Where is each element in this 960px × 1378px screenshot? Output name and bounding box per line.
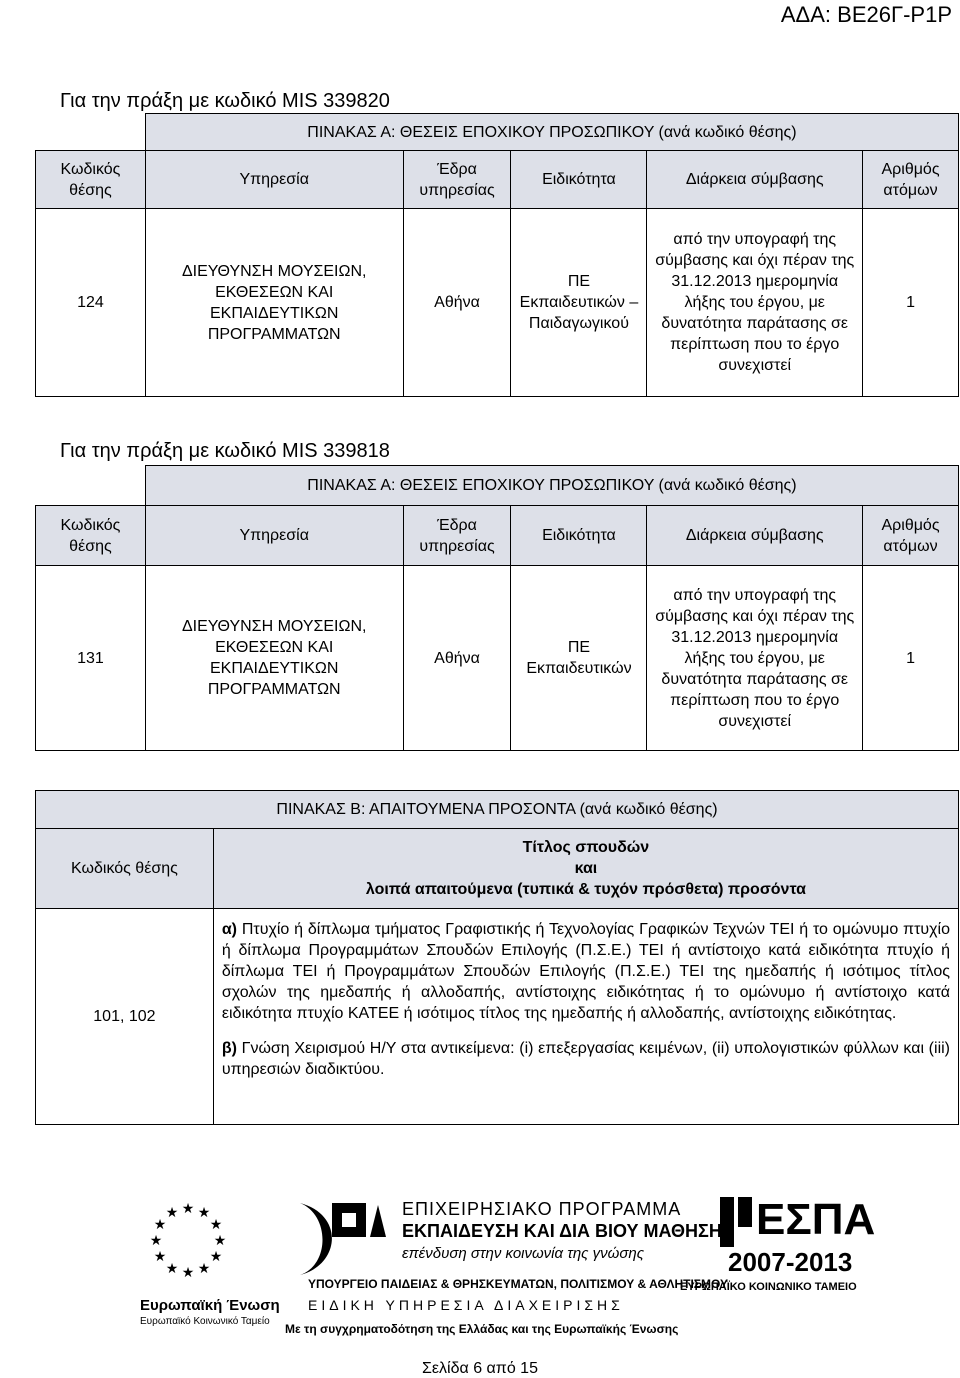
svg-text:★: ★ [153,1248,167,1264]
table-caption: ΠΙΝΑΚΑΣ Β: ΑΠΑΙΤΟΥΜΕΝΑ ΠΡΟΣΟΝΤΑ (ανά κωδικό θέσης) [36,791,959,829]
col-header-duration: Διάρκεια σύμβασης [647,506,863,566]
specialty: ΠΕ Εκπαιδευτικών [511,566,647,751]
program-title-line1: ΕΠΙΧΕΙΡΗΣΙΑΚΟ ΠΡΟΓΡΑΜΜΑ [402,1199,682,1219]
col-header-count: Αριθμός ατόμων [863,506,959,566]
col-header-service: Υπηρεσία [145,151,403,209]
qualification-b [222,1038,950,1080]
table-row [36,209,959,397]
section1-heading: Για την πράξη με κωδικό MIS 339820 [60,90,390,112]
col-header-count: Αριθμός ατόμων [863,151,959,209]
person-count: 1 [863,209,959,397]
program-logo-icon [300,1203,386,1275]
col-header-code: Κωδικός θέσης [36,506,146,566]
espa-logo-icon [720,1197,752,1247]
svg-text:★: ★ [209,1216,223,1232]
section2-heading: Για την πράξη με κωδικό MIS 339818 [60,440,390,462]
col-header-code: Κωδικός θέσης [36,829,214,909]
qualifications-text [213,909,958,1125]
svg-text:★: ★ [181,1200,195,1216]
contract-duration: από την υπογραφή της σύμβασης και όχι πέραν της 31.12.2013 ημερομηνία λήξης του έργου, με δυνατότητα παράτασης σε περίπτωση που το έργο συνεχιστεί [647,209,863,397]
col-header-service: Υπηρεσία [145,506,403,566]
document-ada-reference: ΑΔΑ: ΒΕ26Γ-Ρ1Ρ [780,2,952,27]
position-code: 131 [36,566,146,751]
service: ΔΙΕΥΘΥΝΣΗ ΜΟΥΣΕΙΩΝ, ΕΚΘΕΣΕΩΝ ΚΑΙ ΕΚΠΑΙΔΕΥΤΙΚΩΝ ΠΡΟΓΡΑΜΜΑΤΩΝ [145,566,403,751]
qualifications-header-line3: λοιπά απαιτούμενα (τυπικά & τυχόν πρόσθετα) προσόντα [365,881,806,898]
col-header-code: Κωδικός θέσης [36,151,146,209]
col-header-specialty: Ειδικότητα [511,151,647,209]
person-count: 1 [863,566,959,751]
espa-years: 2007-2013 [728,1247,853,1277]
table-caption: ΠΙΝΑΚΑΣ Α: ΘΕΣΕΙΣ ΕΠΟΧΙΚΟΥ ΠΡΟΣΩΠΙΚΟΥ (ανά κωδικό θέσης) [145,114,958,151]
col-header-seat: Έδρα υπηρεσίας [403,506,511,566]
service-seat: Αθήνα [403,209,511,397]
page-number: Σελίδα 6 από 15 [422,1360,538,1377]
svg-text:★: ★ [165,1260,179,1276]
col-header-specialty: Ειδικότητα [511,506,647,566]
svg-text:★: ★ [197,1260,211,1276]
qualification-a-text: Πτυχίο ή δίπλωμα τμήματος Γραφιστικής ή Τεχνολογίας Γραφικών Τεχνών ΤΕΙ ή το ομώνυμο πτυχίο ή δίπλωμα Προγραμμάτων Σπουδών Επιλογής (Π.Σ.Ε.) ΤΕΙ ή αντίστοιχο κατά ειδικότητα πτυχίο ή δίπλωμα ΤΕΙ ή Προγραμμάτων Σπουδών Επιλογής (Π.Σ.Ε.) ΤΕΙ της ημεδαπής ή ισότιμος τίτλος σχολών της ημεδαπής ή αλλοδαπής, αντίστοιχης ειδικότητας ή το ομώνυμο ή αντίστοιχο κατά ειδικότητα πτυχίο ΚΑΤΕΕ ή ισότιμος τίτλος της ημεδαπής ή αλλοδαπής, αντίστοιχης ειδικότητας. [221,921,950,1022]
service: ΔΙΕΥΘΥΝΣΗ ΜΟΥΣΕΙΩΝ, ΕΚΘΕΣΕΩΝ ΚΑΙ ΕΚΠΑΙΔΕΥΤΙΚΩΝ ΠΡΟΓΡΑΜΜΑΤΩΝ [145,209,403,397]
ministry-name: ΥΠΟΥΡΓΕΙΟ ΠΑΙΔΕΙΑΣ & ΘΡΗΣΚΕΥΜΑΤΩΝ, ΠΟΛΙΤΙΣΜΟΥ & ΑΘΛΗΤΙΣΜΟΥ [308,1277,728,1291]
svg-text:★: ★ [165,1204,179,1220]
eu-flag-icon [150,1200,227,1280]
table-caption: ΠΙΝΑΚΑΣ Α: ΘΕΣΕΙΣ ΕΠΟΧΙΚΟΥ ΠΡΟΣΩΠΙΚΟΥ (ανά κωδικό θέσης) [145,466,958,506]
table-row [36,566,959,751]
table-b-qualifications [35,790,959,1125]
qualifications-header-line1: Τίτλος σπουδών [522,839,650,856]
qualification-a-label: α) [221,921,238,938]
table-a-339818 [35,465,959,751]
logo-strip [0,1195,960,1345]
svg-text:★: ★ [213,1232,227,1248]
position-code: 101, 102 [36,909,214,1125]
qualification-b-label: β) [221,1040,237,1057]
program-title-line2: ΕΚΠΑΙΔΕΥΣΗ ΚΑΙ ΔΙΑ ΒΙΟΥ ΜΑΘΗΣΗ [402,1221,722,1241]
qualification-b-text: Γνώση Χειρισμού Η/Υ στα αντικείμενα: (i) επεξεργασίας κειμένων, (ii) υπολογιστικών φύλλων και (iii) υπηρεσιών διαδικτύου. [221,1040,951,1078]
eu-name: Ευρωπαϊκή Ένωση [140,1297,280,1314]
svg-text:★: ★ [149,1232,163,1248]
qualification-a [222,919,950,1024]
svg-text:★: ★ [153,1216,167,1232]
contract-duration: από την υπογραφή της σύμβασης και όχι πέραν της 31.12.2013 ημερομηνία λήξης του έργου, με δυνατότητα παράτασης σε περίπτωση που το έργο συνεχιστεί [647,566,863,751]
svg-text:★: ★ [181,1264,195,1280]
managing-authority: ΕΙΔΙΚΗ ΥΠΗΡΕΣΙΑ ΔΙΑΧΕΙΡΙΣΗΣ [308,1297,624,1313]
service-seat: Αθήνα [403,566,511,751]
svg-text:★: ★ [209,1248,223,1264]
qualifications-header-line2: και [574,860,598,877]
col-header-seat: Έδρα υπηρεσίας [403,151,511,209]
svg-text:★: ★ [197,1204,211,1220]
espa-title: ΕΣΠΑ [756,1195,876,1244]
program-slogan: επένδυση στην κοινωνία της γνώσης [402,1245,644,1262]
position-code: 124 [36,209,146,397]
col-header-qualifications [213,829,958,909]
cofinancing-note: Με τη συγχρηματοδότηση της Ελλάδας και της Ευρωπαϊκής Ένωσης [285,1322,679,1336]
table-a-339820 [35,113,959,397]
eu-fund: Ευρωπαϊκό Κοινωνικό Ταμείο [140,1316,270,1327]
table-row [36,909,959,1125]
col-header-duration: Διάρκεια σύμβασης [647,151,863,209]
espa-fund: ΕΥΡΩΠΑΪΚΟ ΚΟΙΝΩΝΙΚΟ ΤΑΜΕΙΟ [680,1281,857,1293]
specialty: ΠΕ Εκπαιδευτικών – Παιδαγωγικού [511,209,647,397]
